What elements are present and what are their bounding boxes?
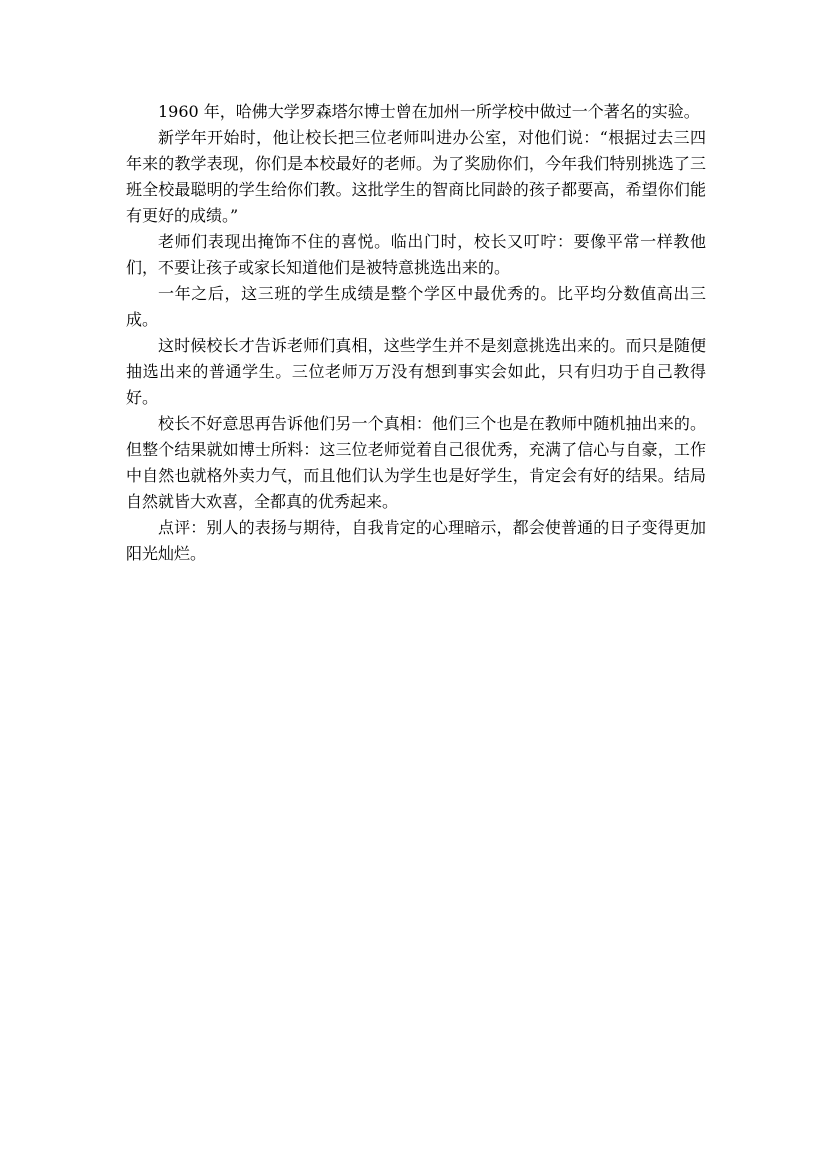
paragraph-comment: 点评：别人的表扬与期待，自我肯定的心理暗示，都会使普通的日子变得更加阳光灿烂。 xyxy=(126,518,706,563)
paragraph-truth-revealed: 这时候校长才告诉老师们真相，这些学生并不是刻意挑选出来的。而只是随便抽选出来的普通学生。三位老师万万没有想到事实会如此，只有归功于自己教得好。 xyxy=(126,336,706,407)
paragraph-one-year-later: 一年之后，这三班的学生成绩是整个学区中最优秀的。比平均分数值高出三成。 xyxy=(126,284,706,329)
article-body xyxy=(126,99,706,567)
paragraph-principal-speech: 新学年开始时，他让校长把三位老师叫进办公室，对他们说：“根据过去三四年来的教学表现，你们是本校最好的老师。为了奖励你们，今年我们特别挑选了三班全校最聪明的学生给你们教。这批学生的智商比同龄的孩子都要高，希望你们能有更好的成绩。” xyxy=(126,128,706,225)
paragraph-second-truth: 校长不好意思再告诉他们另一个真相：他们三个也是在教师中随机抽出来的。但整个结果就如博士所料：这三位老师觉着自己很优秀，充满了信心与自豪，工作中自然也就格外卖力气，而且他们认为学生也是好学生，肯定会有好的结果。结局自然就皆大欢喜，全都真的优秀起来。 xyxy=(126,414,706,511)
paragraph-intro: 1960 年，哈佛大学罗森塔尔博士曾在加州一所学校中做过一个著名的实验。 xyxy=(158,102,700,121)
paragraph-teachers-reaction: 老师们表现出掩饰不住的喜悦。临出门时，校长又叮咛：要像平常一样教他们，不要让孩子或家长知道他们是被特意挑选出来的。 xyxy=(126,232,706,277)
